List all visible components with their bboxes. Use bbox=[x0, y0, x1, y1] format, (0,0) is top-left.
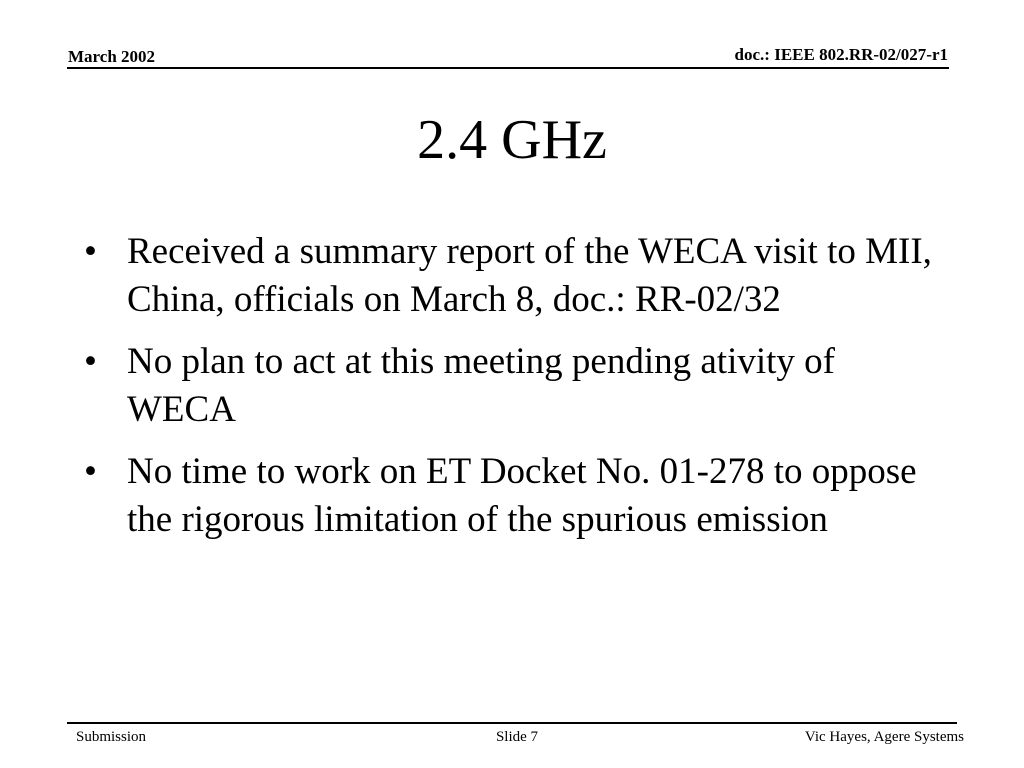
bullet-item bbox=[84, 228, 944, 324]
bullet-dot-icon: • bbox=[84, 231, 97, 272]
slide-title: 2.4 GHz bbox=[417, 109, 607, 171]
footer-author: Vic Hayes, Agere Systems bbox=[804, 729, 964, 745]
bullet-item bbox=[84, 448, 944, 544]
bullet-text: No time to work on ET Docket No. 01-278 to oppose the rigorous limitation of the spurious emission bbox=[127, 451, 917, 540]
footer-slide-number: Slide 7 bbox=[495, 729, 539, 745]
bullet-item bbox=[84, 338, 944, 434]
header-divider bbox=[67, 67, 949, 69]
bullet-text: No plan to act at this meeting pending ativity of WECA bbox=[127, 341, 835, 430]
bullet-dot-icon: • bbox=[84, 451, 97, 492]
footer-divider bbox=[67, 722, 957, 724]
header-date: March 2002 bbox=[68, 47, 156, 66]
bullet-text: Received a summary report of the WECA visit to MII, China, officials on March 8, doc.: RR-02/32 bbox=[127, 231, 932, 320]
bullet-dot-icon: • bbox=[84, 341, 97, 382]
bullet-list bbox=[84, 228, 944, 558]
footer-submission: Submission bbox=[76, 729, 147, 745]
header-doc-reference: doc.: IEEE 802.RR-02/027-r1 bbox=[734, 45, 948, 64]
